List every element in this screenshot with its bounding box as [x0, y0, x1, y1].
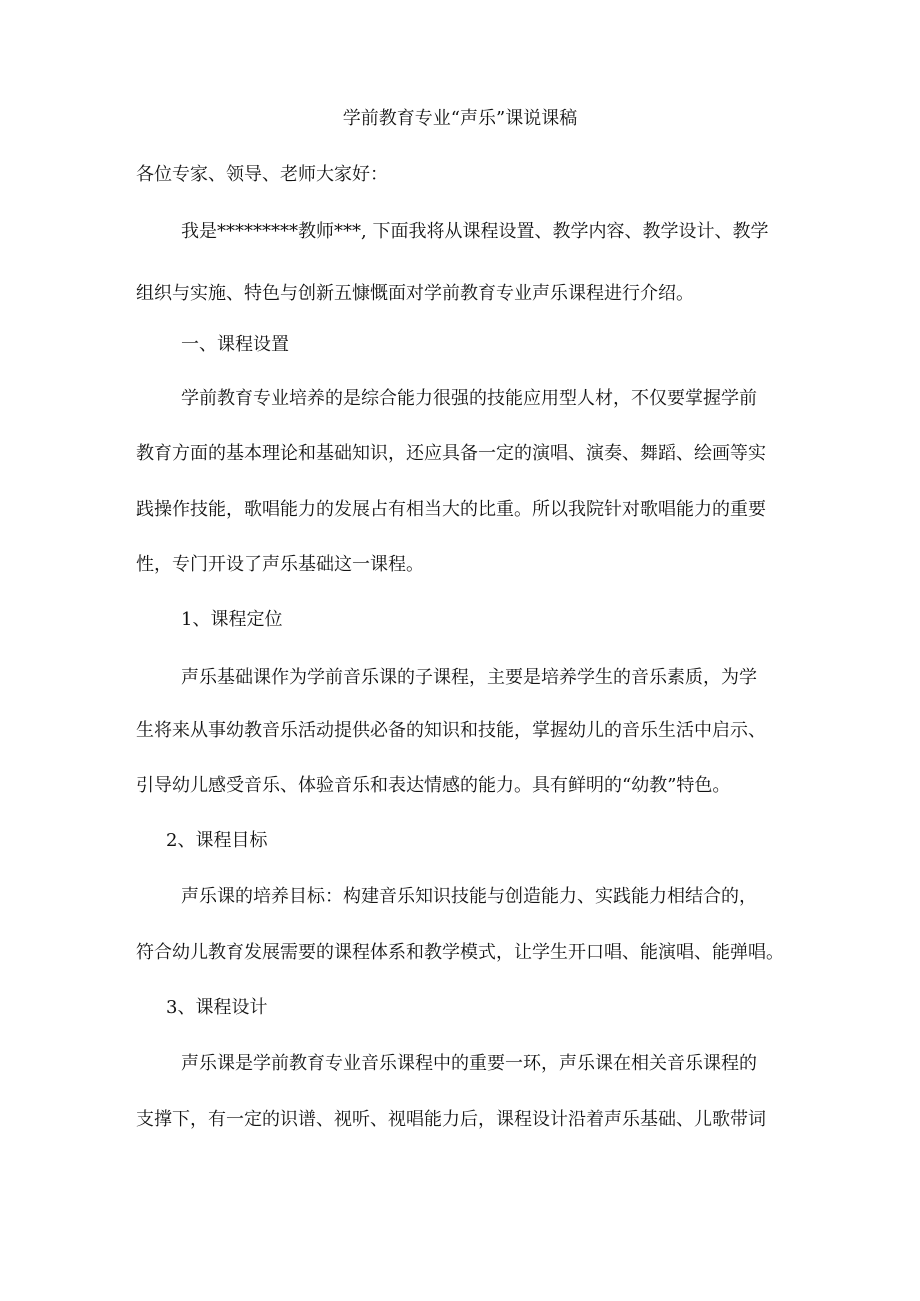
paragraph-2-line-1: 声乐基础课作为学前音乐课的子课程，主要是培养学生的音乐素质，为学 [181, 667, 757, 688]
paragraph-4-line-1: 声乐课是学前教育专业音乐课程中的重要一环，声乐课在相关音乐课程的 [181, 1053, 757, 1074]
document-title: 学前教育专业“声乐”课说课稿 [342, 108, 578, 129]
subheading-course-positioning: 1、课程定位 [181, 609, 283, 630]
paragraph-1-line-3: 践操作技能，歌唱能力的发展占有相当大的比重。所以我院针对歌唱能力的重要 [136, 499, 766, 520]
paragraph-3-line-2: 符合幼儿教育发展需要的课程体系和教学模式，让学生开口唱、能演唱、能弹唱。 [136, 942, 784, 963]
intro-line-1: 我是*********教师***, 下面我将从课程设置、教学内容、教学设计、教学 [181, 221, 769, 242]
subheading-course-design: 3、课程设计 [166, 997, 268, 1018]
paragraph-2-line-2: 生将来从事幼教音乐活动提供必备的知识和技能，掌握幼儿的音乐生活中启示、 [136, 720, 766, 741]
paragraph-1-line-2: 教育方面的基本理论和基础知识，还应具备一定的演唱、演奏、舞蹈、绘画等实 [136, 443, 766, 464]
section-heading-course-setup: 一、课程设置 [181, 334, 289, 355]
greeting-line: 各位专家、领导、老师大家好： [136, 164, 388, 185]
paragraph-2-line-3: 引导幼儿感受音乐、体验音乐和表达情感的能力。具有鲜明的“幼教”特色。 [136, 775, 731, 796]
paragraph-1-line-4: 性，专门开设了声乐基础这一课程。 [136, 554, 424, 575]
paragraph-4-line-2: 支撑下，有一定的识谱、视听、视唱能力后，课程设计沿着声乐基础、儿歌带词 [136, 1109, 766, 1130]
paragraph-3-line-1: 声乐课的培养目标：构建音乐知识技能与创造能力、实践能力相结合的， [181, 886, 757, 907]
intro-line-2: 组织与实施、特色与创新五慷慨面对学前教育专业声乐课程进行介绍。 [136, 283, 694, 304]
paragraph-1-line-1: 学前教育专业培养的是综合能力很强的技能应用型人材，不仅要掌握学前 [181, 388, 757, 409]
subheading-course-goals: 2、课程目标 [166, 830, 268, 851]
